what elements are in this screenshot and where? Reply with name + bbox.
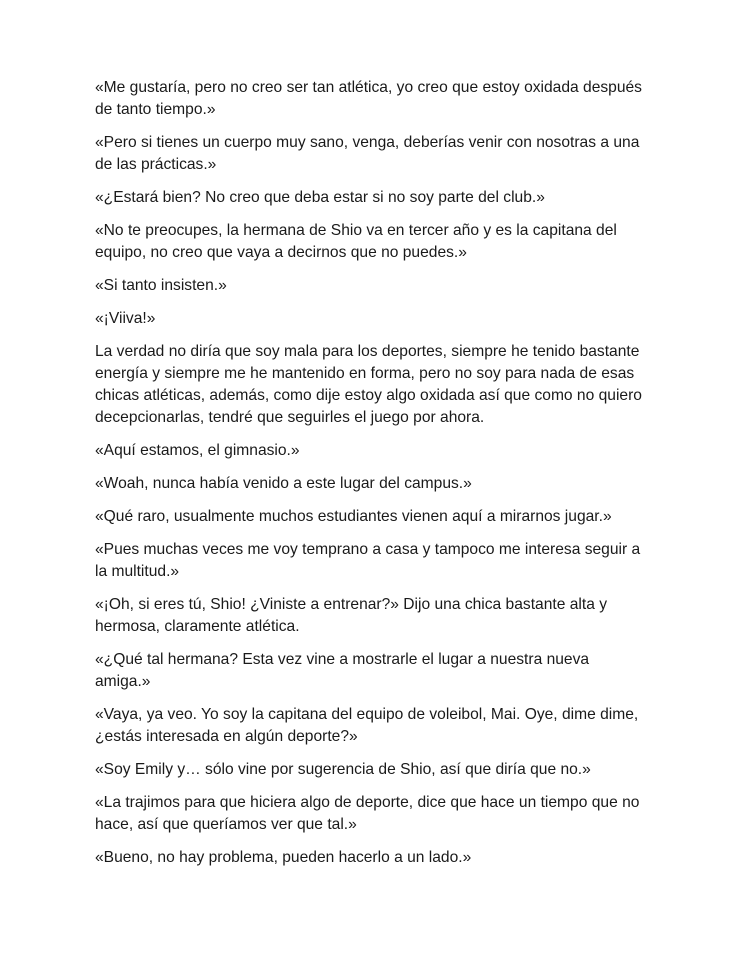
paragraph: «¡Viiva!» [95, 310, 156, 327]
paragraph: «Soy Emily y… sólo vine por sugerencia de Shio, así que diría que no.» [95, 761, 591, 778]
paragraph: «Woah, nunca había venido a este lugar del campus.» [95, 475, 472, 492]
paragraph: «Me gustaría, pero no creo ser tan atlética, yo creo que estoy oxidada después de tanto tiempo.» [95, 79, 642, 118]
document-body [95, 77, 648, 880]
paragraph: «¿Qué tal hermana? Esta vez vine a mostrarle el lugar a nuestra nueva amiga.» [95, 651, 590, 690]
paragraph: «Pues muchas veces me voy temprano a casa y tampoco me interesa seguir a la multitud.» [95, 541, 641, 580]
paragraph: «Qué raro, usualmente muchos estudiantes vienen aquí a mirarnos jugar.» [95, 508, 612, 525]
paragraph: La verdad no diría que soy mala para los deportes, siempre he tenido bastante energía y siempre me he mantenido en forma, pero no soy para nada de esas chicas atléticas, además, como dije estoy algo oxidada así que como no quiero decepcionarlas, tendré que seguirles el juego por ahora. [95, 343, 642, 426]
paragraph: «Aquí estamos, el gimnasio.» [95, 442, 300, 459]
paragraph: «¡Oh, si eres tú, Shio! ¿Viniste a entrenar?» Dijo una chica bastante alta y hermosa, claramente atlética. [95, 596, 607, 635]
paragraph: «Vaya, ya veo. Yo soy la capitana del equipo de voleibol, Mai. Oye, dime dime, ¿estás interesada en algún deporte?» [95, 706, 639, 745]
paragraph: «No te preocupes, la hermana de Shio va en tercer año y es la capitana del equipo, no creo que vaya a decirnos que no puedes.» [95, 222, 617, 261]
paragraph: «Bueno, no hay problema, pueden hacerlo a un lado.» [95, 849, 472, 866]
paragraph: «La trajimos para que hiciera algo de deporte, dice que hace un tiempo que no hace, así que queríamos ver que tal.» [95, 794, 640, 833]
paragraph: «Pero si tienes un cuerpo muy sano, venga, deberías venir con nosotras a una de las prácticas.» [95, 134, 640, 173]
paragraph: «¿Estará bien? No creo que deba estar si no soy parte del club.» [95, 189, 545, 206]
paragraph: «Si tanto insisten.» [95, 277, 227, 294]
